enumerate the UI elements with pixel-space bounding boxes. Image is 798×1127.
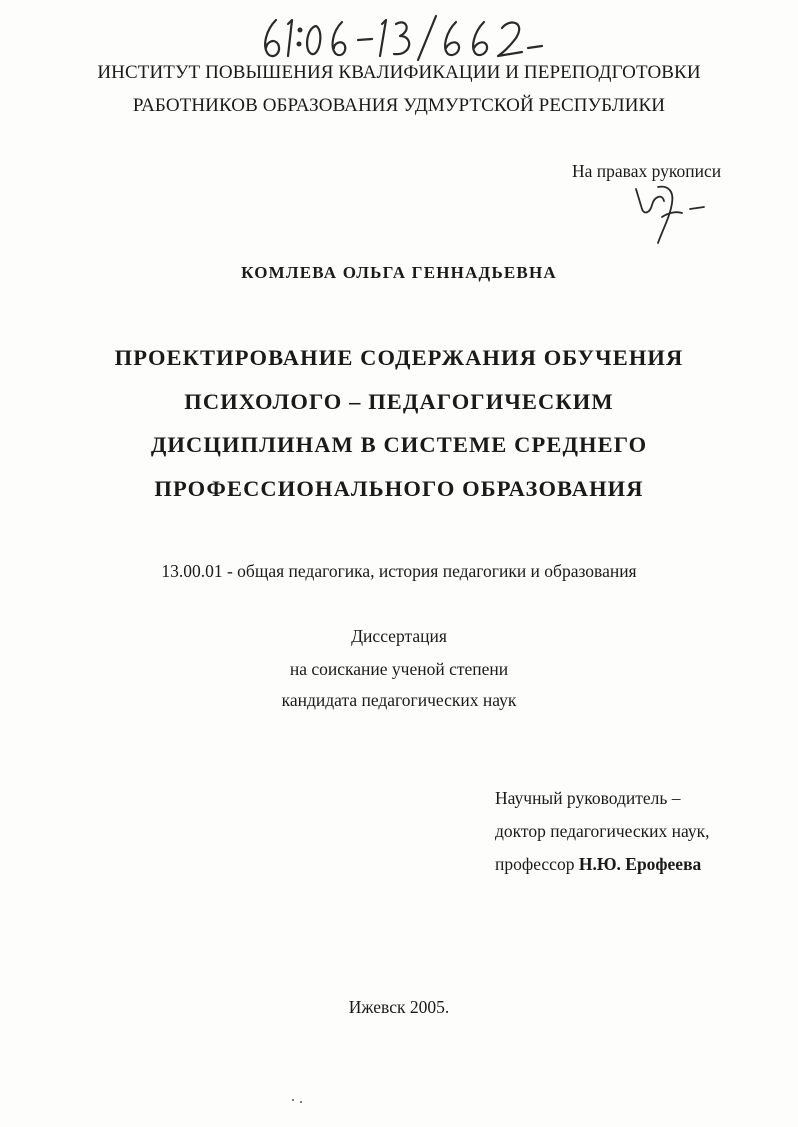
scan-speck (300, 1101, 302, 1103)
specialty-code: 13.00.01 - общая педагогика, история педагогики и образования (161, 561, 637, 581)
author-name: КОМЛЕВА ОЛЬГА ГЕННАДЬЕВНА (241, 263, 557, 282)
degree-name: кандидата педагогических наук (281, 690, 517, 710)
handwritten-archive-code (258, 8, 548, 64)
city-year: Ижевск 2005. (348, 997, 450, 1017)
supervisor-degree: доктор педагогических наук, (495, 821, 710, 841)
manuscript-rights-note: На правах рукописи (572, 161, 722, 181)
dissertation-label: Диссертация (351, 626, 447, 646)
author-signature (628, 183, 718, 253)
thesis-title-line-1: ПРОЕКТИРОВАНИЕ СОДЕРЖАНИЯ ОБУЧЕНИЯ (114, 345, 684, 370)
institute-name-line-2: РАБОТНИКОВ ОБРАЗОВАНИЯ УДМУРТСКОЙ РЕСПУБЛИКИ (132, 95, 666, 116)
institute-name-line-1: ИНСТИТУТ ПОВЫШЕНИЯ КВАЛИФИКАЦИИ И ПЕРЕПОДГОТОВКИ (97, 62, 701, 83)
thesis-title-line-2: ПСИХОЛОГО – ПЕДАГОГИЧЕСКИМ (184, 389, 614, 414)
scan-speck (292, 1099, 294, 1101)
supervisor-title-name (495, 854, 701, 875)
thesis-title-line-4: ПРОФЕССИОНАЛЬНОГО ОБРАЗОВАНИЯ (154, 476, 644, 501)
supervisor-rank: профессор (495, 854, 579, 874)
degree-purpose: на соискание ученой степени (289, 659, 509, 679)
supervisor-heading: Научный руководитель – (495, 788, 681, 808)
thesis-title-line-3: ДИСЦИПЛИНАМ В СИСТЕМЕ СРЕДНЕГО (150, 432, 648, 457)
supervisor-name: Н.Ю. Ерофеева (578, 854, 702, 874)
